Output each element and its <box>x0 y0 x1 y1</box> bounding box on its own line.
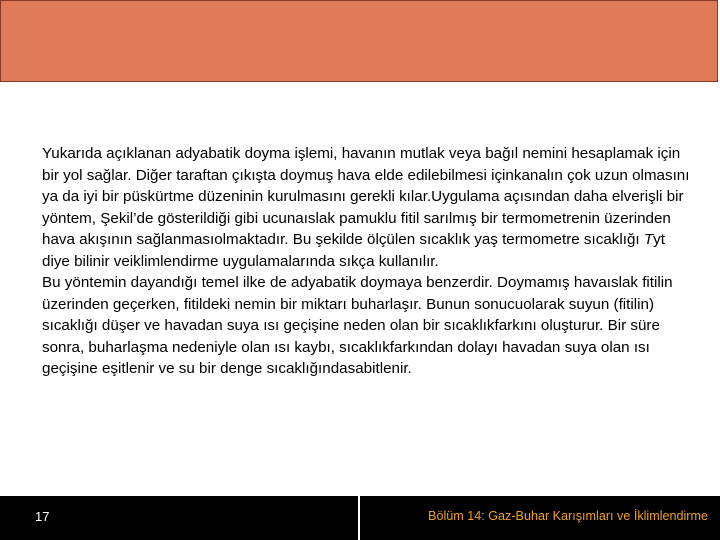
page-number: 17 <box>35 509 50 524</box>
chapter-title: Bölüm 14: Gaz-Buhar Karışımları ve İklimlendirme <box>428 509 708 523</box>
paragraph-1-italic-symbol: T <box>643 231 654 248</box>
paragraph-1-text: Yukarıda açıklanan adyabatik doyma işlemi, havanın mutlak veya bağıl nemini hesaplamak için bir yol sağlar. Diğer taraftan çıkışta doymuş hava elde edilebilmesi içinkanalın çok uzun olmasını ya da iyi bir püskürtme düzeninin kurulmasını gerekli kılar.Uygulama açısından daha elverişli bir yöntem, Şekil’de gösterildiği gibi ucunaıslak pamuklu fitil sarılmış bir termometrenin üzerinden hava akışının sağlanmasıolmaktadır. Bu şekilde ölçülen sıcaklık yaş termometre sıcaklığı <box>42 145 690 248</box>
paragraph-2: Bu yöntemin dayandığı temel ilke de adyabatik doymaya benzerdir. Doymamış havaıslak fitilin üzerinden geçerken, fitildeki nemin bir miktarı buharlaşır. Bunun sonucuolarak suyun (fitilin) sıcaklığı düşer ve havadan suya ısı geçişine neden olan bir sıcaklıkfarkını oluşturur. Bir süre sonra, buharlaşma nedeniyle olan ısı kaybı, sıcaklıkfarkından dolayı havadan suya olan ısı geçişine eşitlenir ve su bir denge sıcaklığındasabitlenir. <box>42 274 673 377</box>
footer-left-panel <box>0 496 358 540</box>
body-text <box>42 143 692 380</box>
header-band <box>0 0 718 82</box>
paragraph-1-text-end: yt diye bilinir veiklimlendirme uygulamalarında sıkça kullanılır. <box>42 231 665 270</box>
paragraph-1 <box>42 143 692 272</box>
footer-right-panel <box>358 496 720 540</box>
footer <box>0 496 720 540</box>
